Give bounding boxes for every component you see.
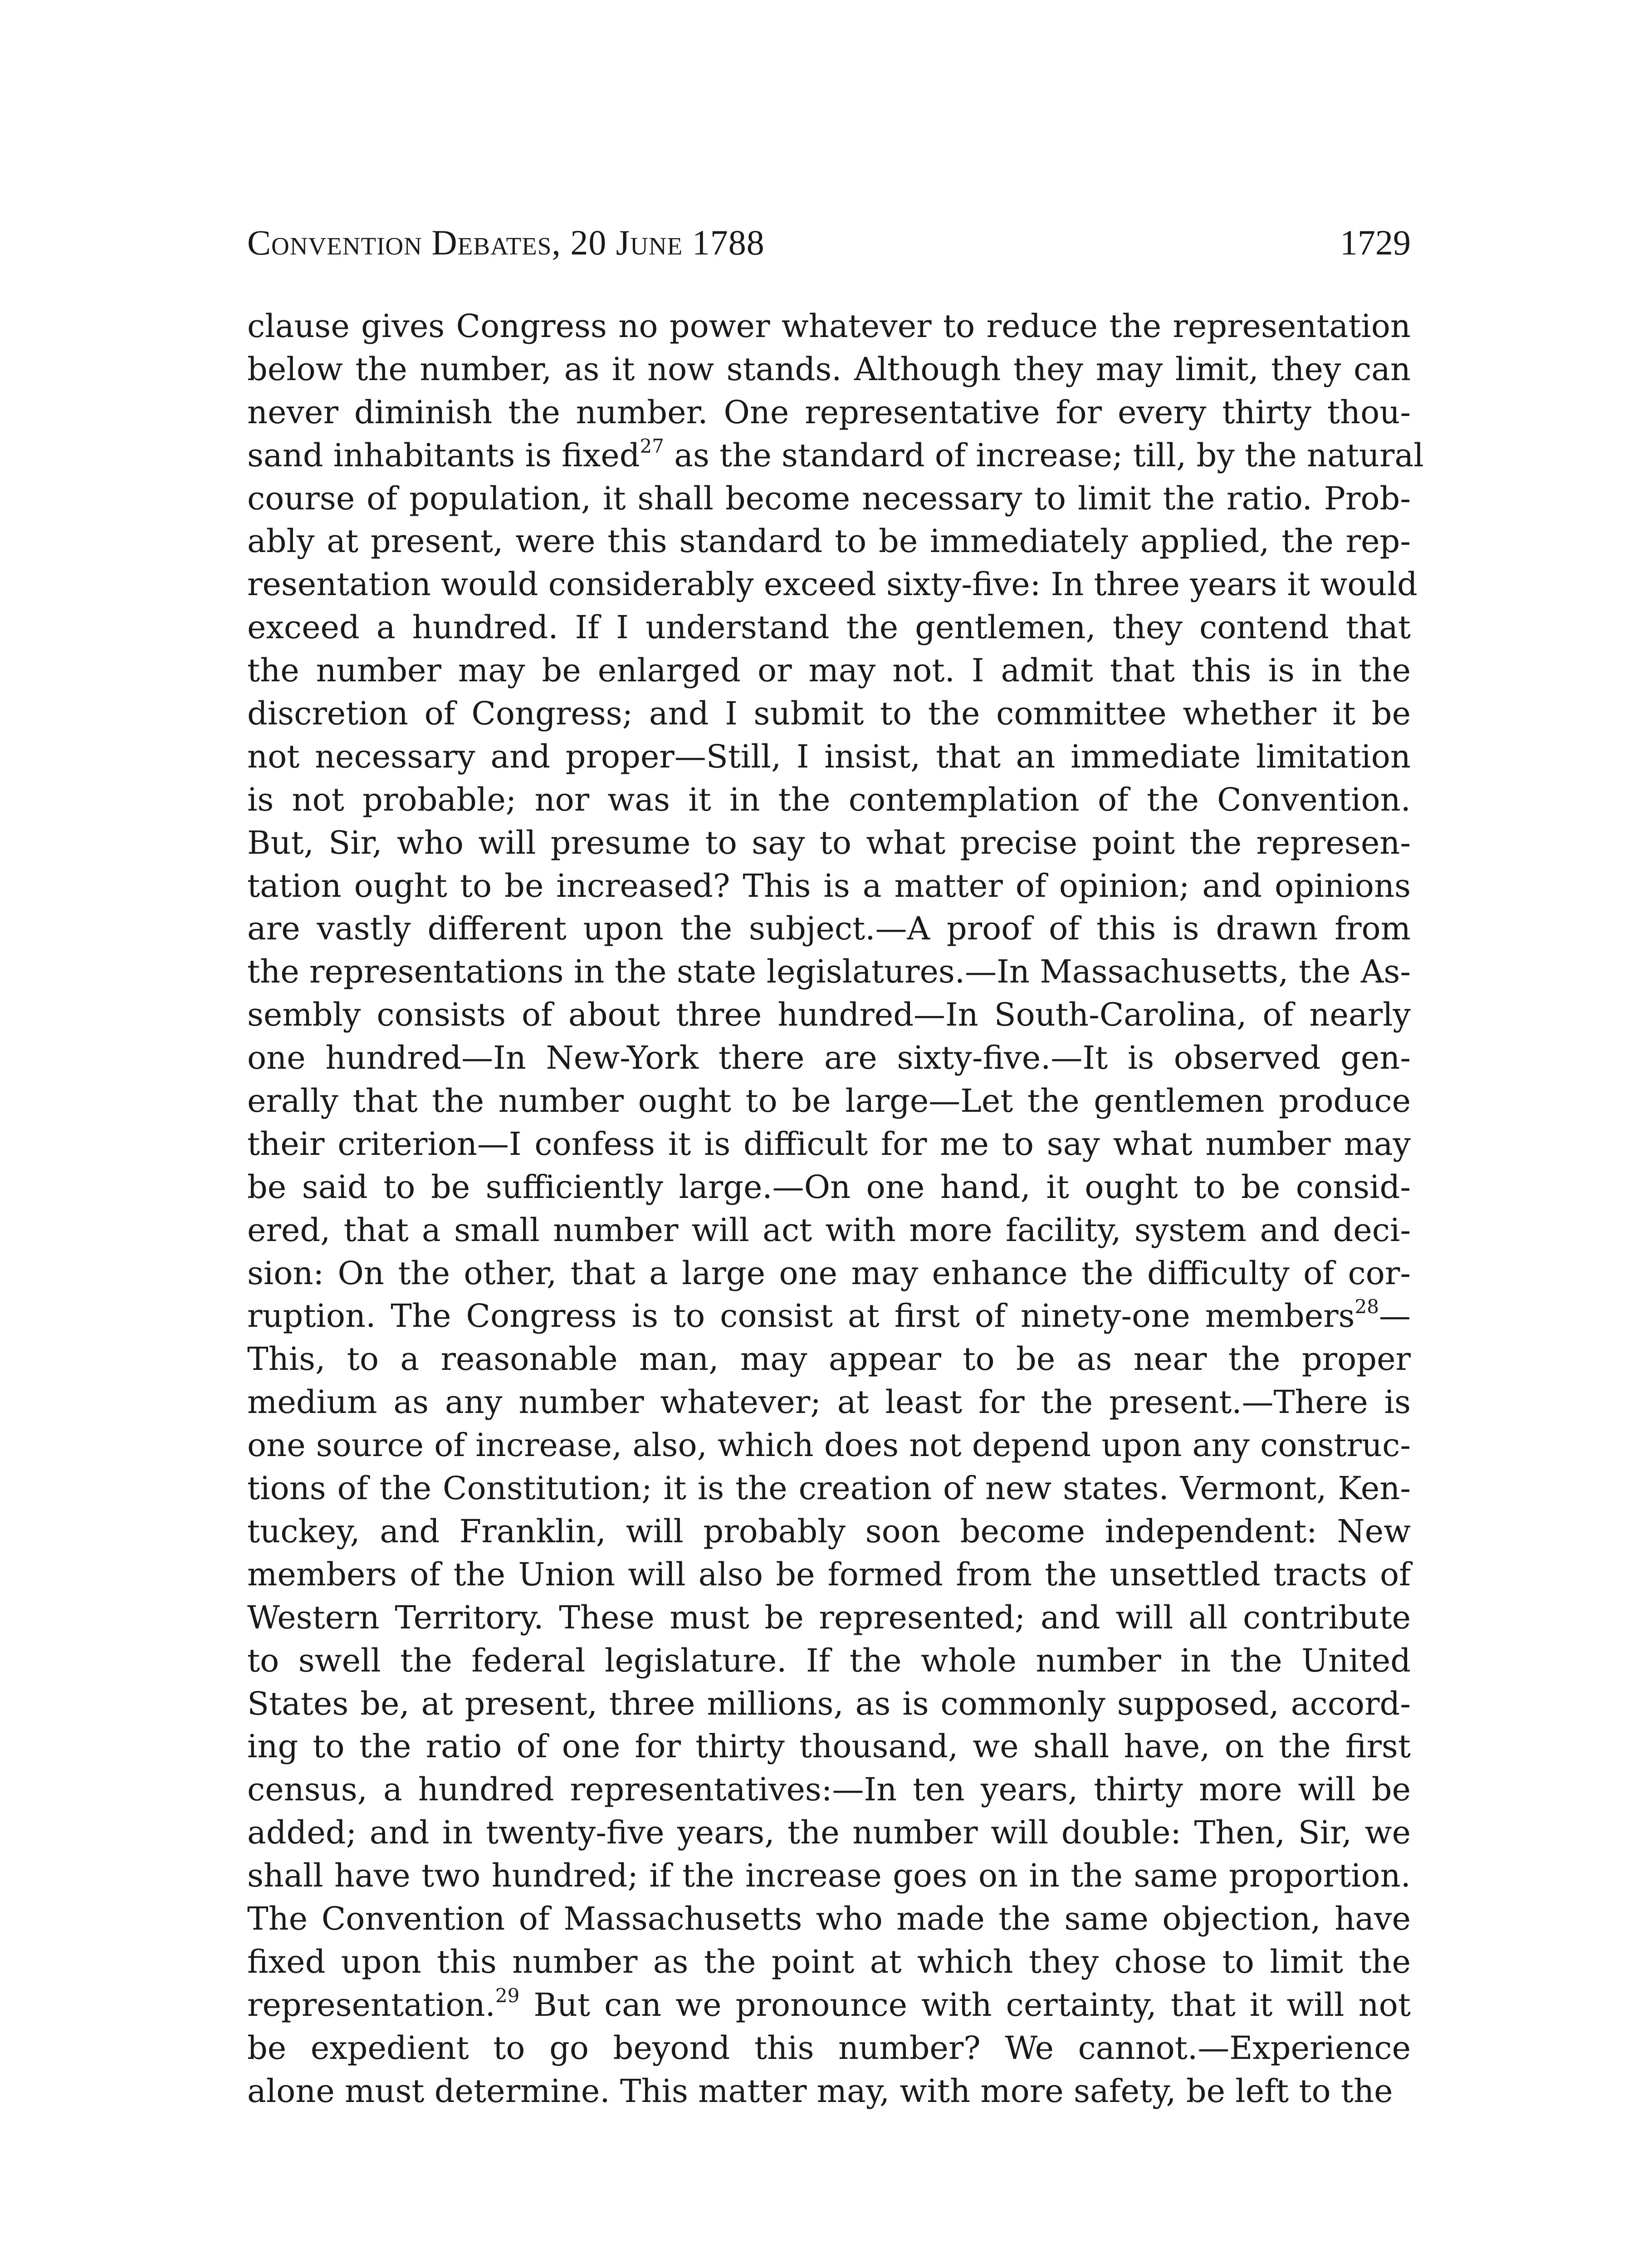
text-line: the representations in the state legislatures.—In Massachusetts, the As- [247,953,1411,991]
text-line: discretion of Congress; and I submit to the committee whether it be [247,695,1411,733]
text-line: sion: On the other, that a large one may enhance the difficulty of cor- [247,1254,1411,1292]
line-text-continued: But can we pronounce with certainty, that it will not [519,1986,1411,2024]
text-line: to swell the federal legislature. If the whole number in the United [247,1642,1411,1679]
text-line: ing to the ratio of one for thirty thousand, we shall have, on the first [247,1728,1411,1765]
footnote-ref-28: 28 [1354,1295,1379,1318]
text-line: be said to be sufficiently large.—On one hand, it ought to be consid- [247,1168,1411,1206]
text-line: clause gives Congress no power whatever to reduce the representation [247,308,1411,345]
line-text-continued: as the standard of increase; till, by the natural [664,436,1424,474]
text-line: one source of increase, also, which does not depend upon any construc- [247,1427,1411,1464]
text-line [247,1295,1411,1338]
text-line: added; and in twenty-five years, the number will double: Then, Sir, we [247,1814,1411,1852]
line-text: sand inhabitants is fixed [247,436,640,474]
text-line: medium as any number whatever; at least for the present.—There is [247,1383,1411,1421]
line-text: ruption. The Congress is to consist at first of ninety-one members [247,1297,1355,1335]
text-line: tation ought to be increased? This is a matter of opinion; and opinions [247,867,1411,904]
text-line: one hundred—In New-York there are sixty-five.—It is observed gen- [247,1039,1411,1077]
text-line: below the number, as it now stands. Although they may limit, they can [247,350,1411,388]
text-line: ably at present, were this standard to be immediately applied, the rep- [247,523,1411,560]
line-text: representation. [247,1986,495,2024]
text-line: This, to a reasonable man, may appear to be as near the proper [247,1340,1411,1378]
text-line: resentation would considerably exceed sixty-five: In three years it would [247,566,1418,603]
text-line: the number may be enlarged or may not. I admit that this is in the [247,652,1411,689]
text-line: ered, that a small number will act with more facility, system and deci- [247,1211,1411,1249]
text-line [247,1984,1411,2027]
text-line: The Convention of Massachusetts who made the same objection, have [247,1900,1411,1937]
body-text [247,305,1424,2112]
text-line: census, a hundred representatives:—In ten years, thirty more will be [247,1771,1411,1809]
text-line: But, Sir, who will presume to say to what precise point the represen- [247,824,1411,861]
text-line: are vastly different upon the subject.—A proof of this is drawn from [247,910,1411,948]
text-line: erally that the number ought to be large—Let the gentlemen produce [247,1082,1411,1120]
line-text-continued: — [1379,1297,1411,1335]
text-line: is not probable; nor was it in the contemplation of the Convention. [247,781,1411,818]
page-number: 1729 [1340,223,1411,262]
text-line: alone must determine. This matter may, with more safety, be left to the [247,2072,1393,2110]
text-line: sembly consists of about three hundred—In South-Carolina, of nearly [247,996,1411,1034]
footnote-ref-27: 27 [640,435,664,457]
running-head [247,215,1411,270]
text-line: tuckey, and Franklin, will probably soon become independent: New [247,1512,1411,1550]
text-line: shall have two hundred; if the increase goes on in the same proportion. [247,1857,1411,1895]
text-line: never diminish the number. One representative for every thirty thou- [247,393,1411,431]
text-line: fixed upon this number as the point at which they chose to limit the [247,1943,1411,1980]
text-line: course of population, it shall become necessary to limit the ratio. Prob- [247,479,1411,517]
text-line: not necessary and proper—Still, I insist, that an immediate limitation [247,738,1411,775]
text-line: tions of the Constitution; it is the creation of new states. Vermont, Ken- [247,1470,1411,1507]
text-line [247,434,1424,477]
text-line: be expedient to go beyond this number? We cannot.—Experience [247,2029,1411,2067]
text-line: Western Territory. These must be represented; and will all contribute [247,1598,1411,1636]
text-line: exceed a hundred. If I understand the gentlemen, they contend that [247,609,1411,646]
text-line: States be, at present, three millions, as is commonly supposed, accord- [247,1685,1411,1722]
text-line: members of the Union will also be formed from the unsettled tracts of [247,1555,1411,1593]
footnote-ref-29: 29 [495,1984,520,2007]
running-title: Convention Debates, 20 June 1788 [247,223,765,262]
text-line: their criterion—I confess it is difficult for me to say what number may [247,1125,1411,1163]
